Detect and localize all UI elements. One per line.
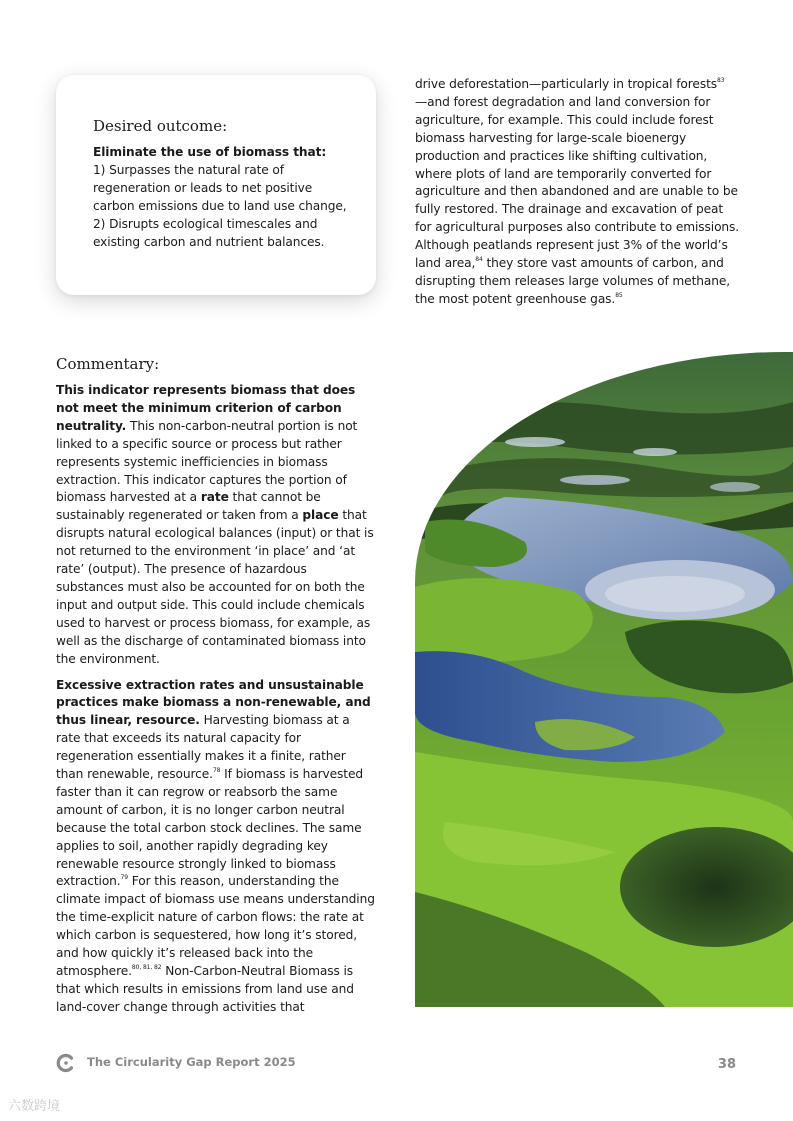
desired-outcome-lead: Eliminate the use of biomass that: (93, 145, 327, 159)
text-run: This non-carbon-neutral portion is not linked to a specific source or process but rather represents systemic inefficiencies in biomass extraction. This indicator captures the portion of biomass harvested at a (56, 418, 358, 505)
footnote-ref: 78 (212, 767, 221, 775)
page-number: 38 (717, 1057, 736, 1072)
wetland-aerial-photo (415, 352, 793, 1007)
text-run: that cannot be sustainably regenerated or taken from a (56, 490, 321, 523)
desired-outcome-item-1: 1) Surpasses the natural rate of regeneration or leads to net positive carbon emissions due to land use change, (93, 162, 347, 213)
report-title: The Circularity Gap Report 2025 (87, 1055, 296, 1069)
circularity-logo-icon (56, 1053, 76, 1073)
commentary-body (56, 382, 376, 1025)
bold-lead: This indicator represents biomass that does not meet the minimum criterion of carbon neutrality. (56, 383, 356, 433)
text-run: Non-Carbon-Neutral Biomass is that which results in emissions from land use and land-cover change through activities that (56, 964, 354, 1014)
text-run: they store vast amounts of carbon, and disrupting them releases large volumes of methane, the most potent greenhouse gas. (415, 256, 731, 306)
text-run: For this reason, understanding the climate impact of biomass use means understanding the time-explicit nature of carbon flows: the rate at which carbon is sequestered, how long it’s stored, and how quickly it’s released back into the atmosphere. (56, 874, 375, 978)
desired-outcome-item-2: 2) Disrupts ecological timescales and existing carbon and nutrient balances. (93, 216, 325, 249)
commentary-paragraph-2 (56, 677, 376, 1017)
text-run: —and forest degradation and land conversion for agriculture, for example. This could include forest biomass harvesting for large-scale bioenergy production and practices like shifting cultivation, where plots of land are temporarily converted for agriculture and then abandoned and are unable to be fully restored. The drainage and excavation of peat for agricultural purposes also contribute to emissions. Although peatlands represent just 3% of the world’s land area, (415, 94, 740, 271)
page-footer (56, 1053, 736, 1075)
watermark: 六数跨境 (8, 1099, 61, 1114)
desired-outcome-title: Desired outcome: (93, 117, 228, 135)
text-run: drive deforestation—particularly in tropical forests (415, 77, 717, 91)
footnote-ref: 85 (615, 291, 623, 299)
footnote-ref: 84 (475, 256, 483, 264)
bold-lead: Excessive extraction rates and unsustainable practices make biomass a non-renewable, and thus linear, resource. (56, 677, 371, 728)
bold-word: rate (200, 490, 229, 505)
text-run: that disrupts natural ecological balances (input) or that is not returned to the environment ‘in place’ and ‘at rate’ (output). The presence of hazardous substances must also be accounted for on both the input and output side. This could include chemicals used to harvest or process biomass, for example, as well as the discharge of contaminated biomass into the environment. (56, 508, 374, 666)
commentary-title: Commentary: (56, 355, 160, 373)
footnote-ref: 79 (120, 874, 129, 882)
text-run: Harvesting biomass at a rate that exceeds its natural capacity for regeneration essentially makes it a finite, rather than renewable, resource. (56, 713, 350, 782)
footnote-ref: 83 (717, 77, 725, 84)
right-column-text (415, 76, 740, 309)
desired-outcome-body (93, 144, 348, 251)
right-column-paragraph (415, 76, 740, 309)
footnote-ref: 80, 81, 82 (131, 964, 162, 971)
commentary-paragraph-1 (56, 382, 376, 669)
bold-word: place (302, 508, 339, 523)
desired-outcome-card (56, 75, 376, 295)
text-run: If biomass is harvested faster than it can regrow or reabsorb the same amount of carbon, it is no longer carbon neutral because the total carbon stock declines. The same applies to soil, another rapidly degrading key renewable resource strongly linked to biomass extraction. (56, 767, 363, 889)
wetland-illustration (415, 352, 793, 1007)
